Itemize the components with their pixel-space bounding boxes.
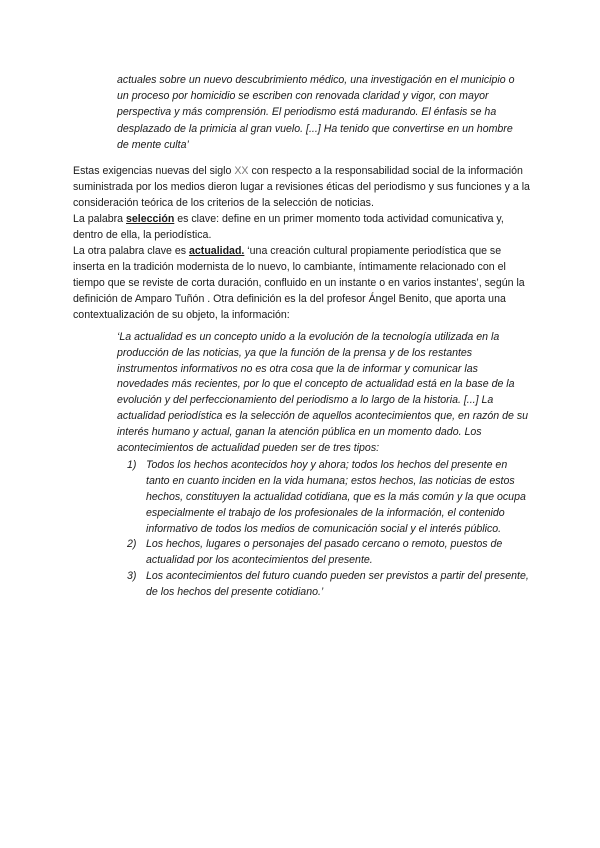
list-item <box>117 537 531 569</box>
list-number: 2) <box>127 538 137 551</box>
keyword-actualidad: actualidad. <box>189 245 245 257</box>
paragraph-actualidad: La otra palabra clave es actualidad. ‘una creación cultural propiamente periodística que se inserta en la tradición modernista de lo nuevo, lo cambiante, íntimamente relacionado con el tiempo que se reviste de corta duración, confluido en un instante o en varios instantes’, según la definición de Amparo Tuñón . Otra definición es la del profesor Ángel Benito, que aporta una contextualización de su objeto, la información: <box>73 245 525 321</box>
list-number: 3) <box>127 569 137 582</box>
block-quote-benito <box>117 330 531 601</box>
body-text <box>73 163 533 323</box>
event-types-list <box>117 458 531 600</box>
list-item <box>117 458 531 537</box>
keyword-seleccion: selección <box>126 213 175 225</box>
block-quote-continuation <box>117 72 527 153</box>
list-item <box>117 569 531 601</box>
list-item-text: Todos los hechos acontecidos hoy y ahora; todos los hechos del presente en tanto en cuanto inciden en la vida humana; estos hechos, las noticias de estos hechos, constituyen la actualidad cotidiana, que es la más común y la que ocupa especialmente el trabajo de los profesionales de la información, el contenido informativo de todos los medios de comunicación social y el interés público. <box>146 459 526 535</box>
list-number: 1) <box>127 459 137 472</box>
paragraph-social-responsibility: Estas exigencias nuevas del siglo XX con respecto a la responsabilidad social de la información suministrada por los medios dieron lugar a revisiones éticas del periodismo y sus funciones y a la consideración teórica de los criterios de la selección de noticias. <box>73 165 530 209</box>
list-item-text: Los acontecimientos del futuro cuando pueden ser previstos a partir del presente, de los hechos del presente cotidiano.’ <box>146 569 529 598</box>
quote-intro: ‘La actualidad es un concepto unido a la evolución de la tecnología utilizada en la producción de las noticias, ya que la función de la prensa y de los restantes instrumentos informativos no es otra cosa que la de informar y comunicar las novedades más recientes, por lo que el concepto de actualidad está en la base de la evolución y del perfeccionamiento del periodismo a lo largo de la historia. [...] La actualidad periodística es la selección de aquellos acontecimientos que, en razón de su interés humano y actual, ganan la atención pública en un momento dado. Los acontecimientos de actualidad pueden ser de tres tipos: <box>117 331 529 454</box>
century-numeral: XX <box>234 165 249 177</box>
quote-text: actuales sobre un nuevo descubrimiento médico, una investigación en el municipio o un proceso por homicidio se escriben con renovada claridad y vigor, con mayor perspectiva y más comprensión. El periodismo está madurando. El énfasis se ha desplazado de la primicia al gran vuelo. [...] Ha tenido que convertirse en un hombre de mente culta’ <box>117 74 515 151</box>
paragraph-seleccion: La palabra selección es clave: define en un primer momento toda actividad comunicativa y, dentro de ella, la periodística. <box>73 213 504 241</box>
list-item-text: Los hechos, lugares o personajes del pasado cercano o remoto, puestos de actualidad por los acontecimientos del presente. <box>146 538 503 567</box>
